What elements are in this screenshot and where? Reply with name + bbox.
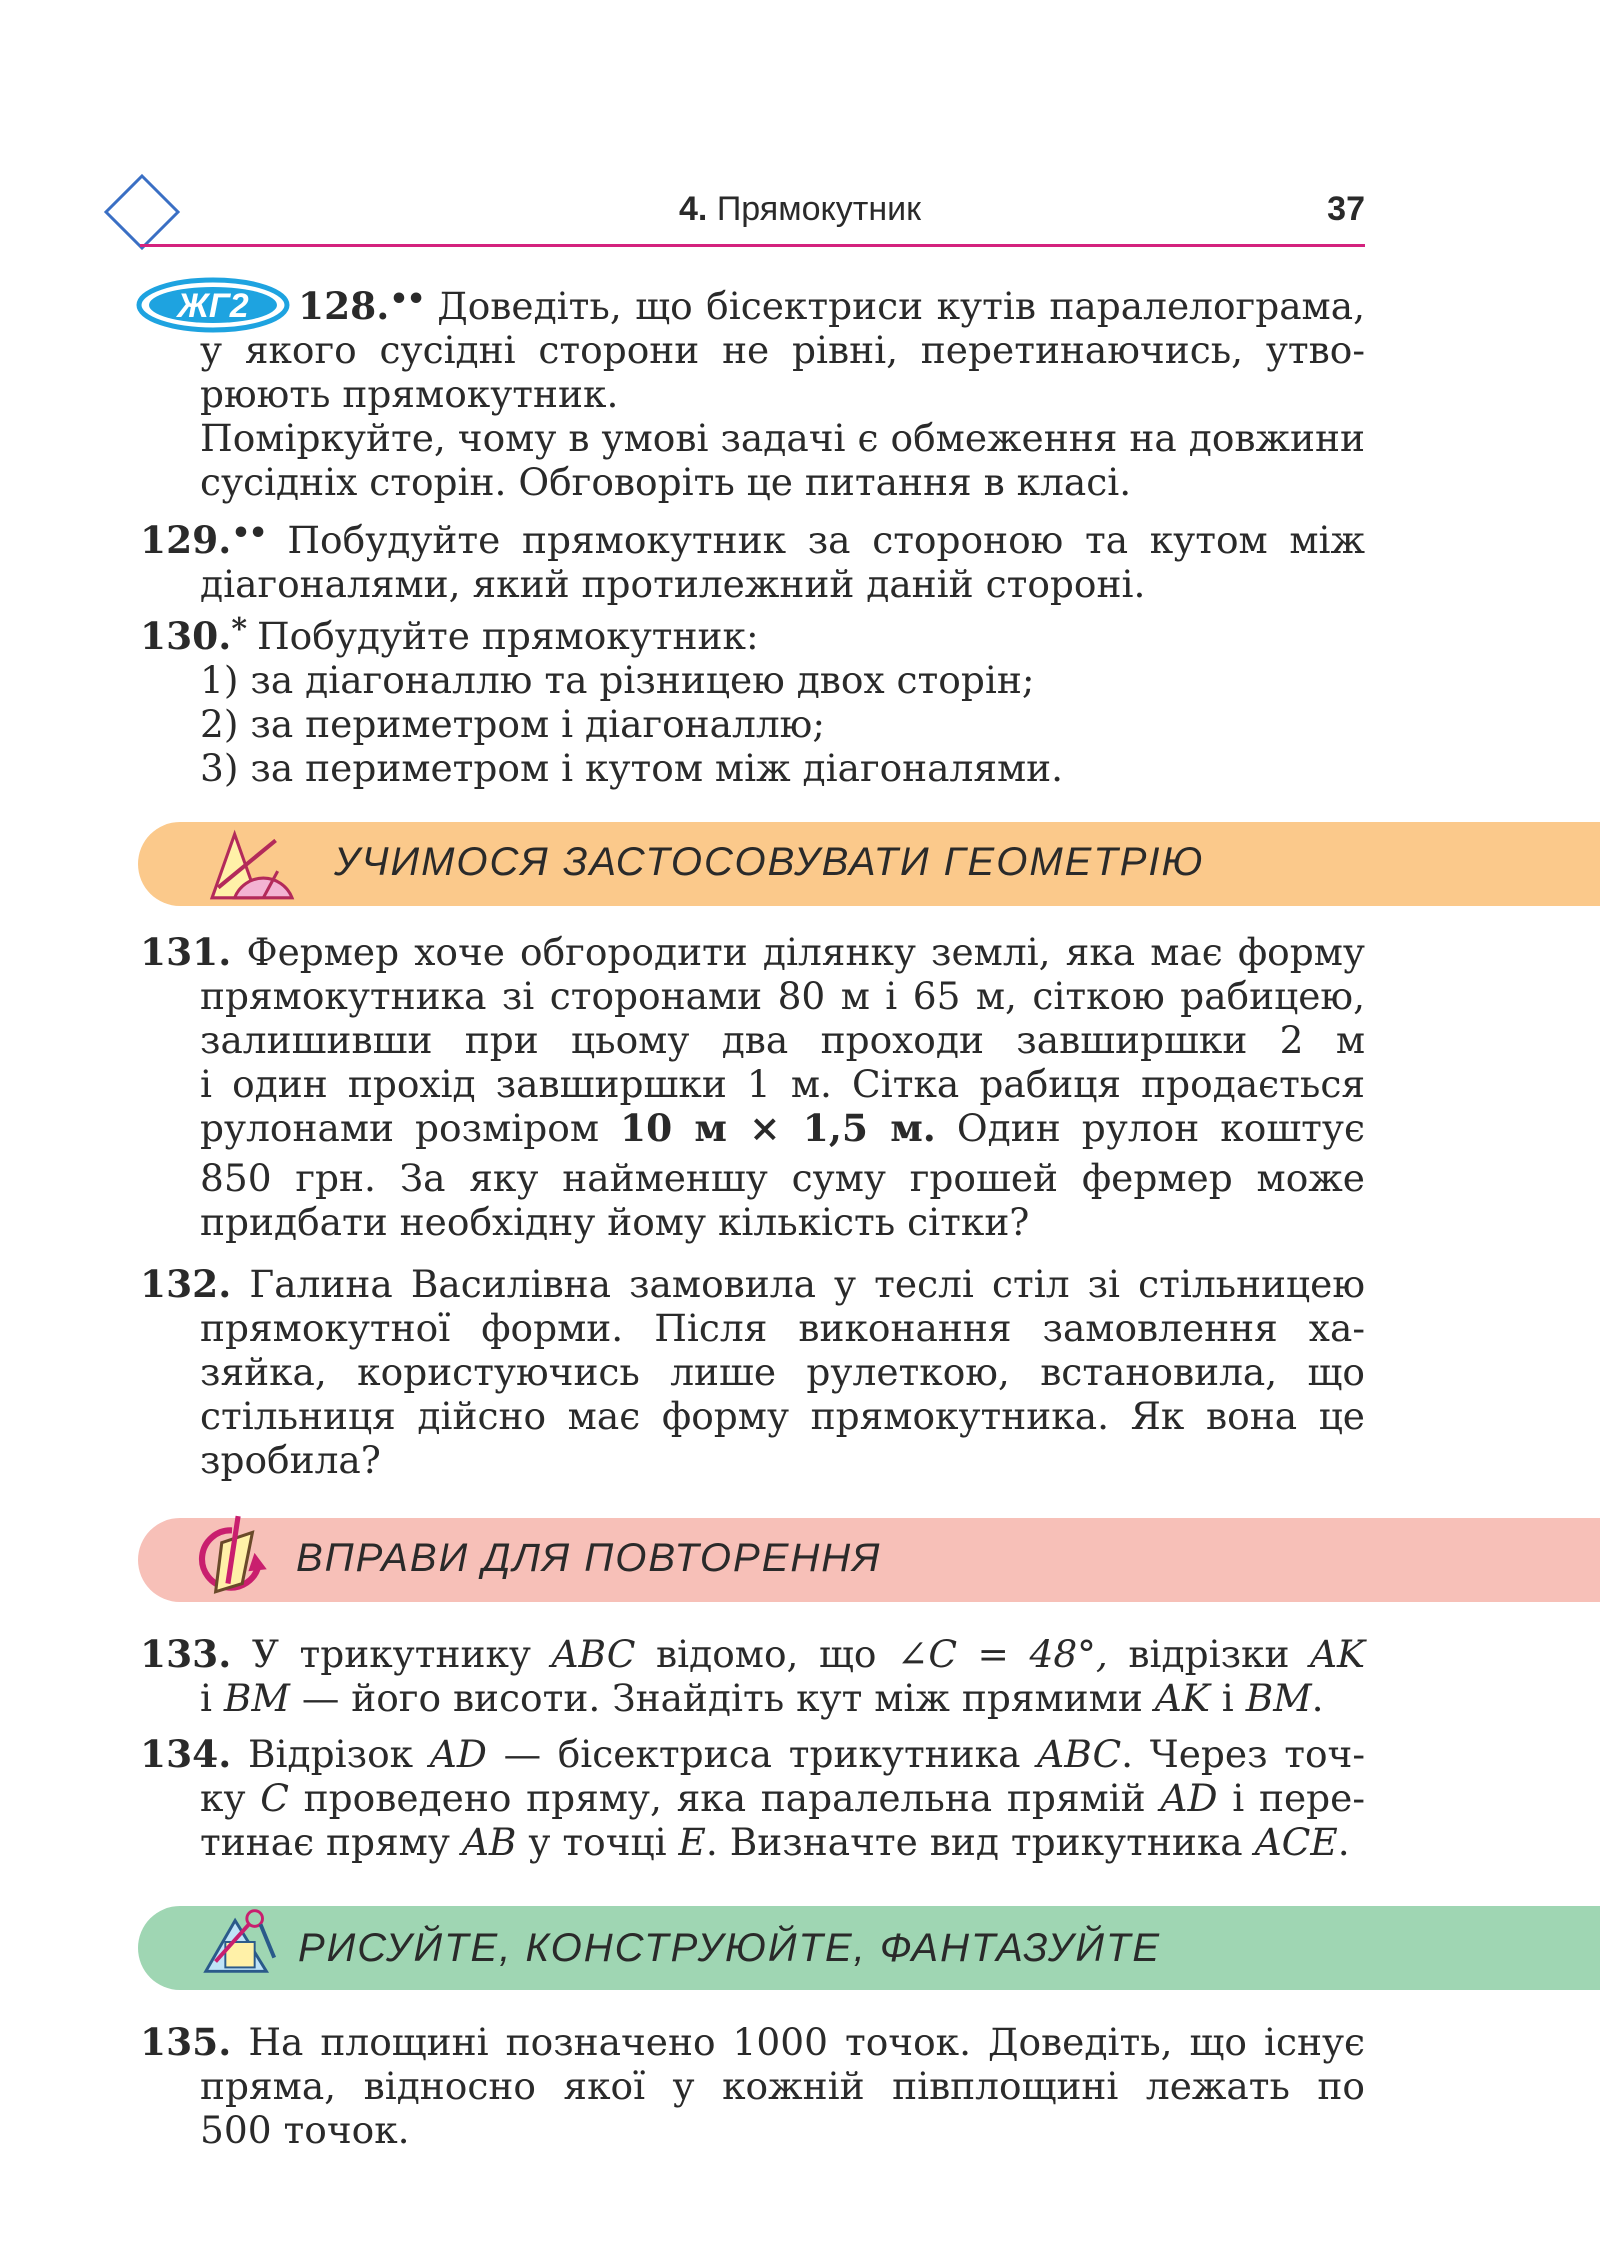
banner-title: РИСУЙТЕ, КОНСТРУЮЙТЕ, ФАНТАЗУЙТЕ [298, 1926, 1162, 1970]
repeat-pencil-icon [190, 1512, 274, 1604]
problem-132: 132. Галина Василівна замовила у теслі стіл зі стільницею прямокутної форми. Після виконання замовлення ха- зяйка, користуючись лише рулеткою, встановила, що стільниця дійсно має форму прямокутника. Як вона це зробила? [140, 1262, 1366, 1482]
section-name: Прямокутник [716, 190, 921, 228]
problem-130: 130.* Побудуйте прямокутник: 1) за діагоналлю та різницею двох сторін; 2) за периметром і діагоналлю; 3) за периметром і кутом між діагоналями. [140, 612, 1064, 790]
problem-131: 131. Фермер хоче обгородити ділянку землі, яка має форму прямокутника зі сторонами 80 м і 65 м, сіткою рабицею, залишивши при цьому два проходи завширшки 2 м і один прохід завширшки 1 м. Сітка рабиця продається рулонами розміром 10 м × 1,5 м. Один рулон коштує 850 грн. За яку найменшу суму грошей фермер може придбати необхідну йому кількість сітки? [140, 930, 1365, 1244]
header-rule [140, 244, 1365, 247]
problem-133: 133. У трикутнику ABC відомо, що ∠C = 48°, відрізки AK і BM — його висоти. Знайдіть кут між прямими AK і BM. [140, 1632, 1366, 1720]
banner-title: ВПРАВИ ДЛЯ ПОВТОРЕННЯ [296, 1536, 882, 1580]
protractor-triangle-icon [202, 824, 298, 906]
page-number: 37 [1327, 190, 1365, 228]
drawing-tools-icon [196, 1902, 284, 1982]
badge-label: ЖГ2 [177, 287, 249, 325]
problem-number: 128. [298, 284, 390, 328]
problem-134: 134. Відрізок AD — бісектриса трикутника ABC. Через точ- ку C проведено пряму, яка паралельна прямій AD і пере- тинає пряму AB у точці E. Визначте вид трикутника ACE. [140, 1732, 1366, 1864]
problem-135: 135. На площині позначено 1000 точок. Доведіть, що існує пряма, відносно якої у кожній півплощині лежать по 500 точок. [140, 2020, 1366, 2152]
banner-title: УЧИМОСЯ ЗАСТОСОВУВАТИ ГЕОМЕТРІЮ [334, 840, 1205, 884]
problem-128: 128.•• Доведіть, що бісектриси кутів паралелограма, у якого сусідні сторони не рівні, перетинаючись, утво- рюють прямокутник. Поміркуйте, чому в умові задачі є обмеження на довжини сусідніх сторін. Обговоріть це питання в класі. [200, 282, 1365, 504]
problem-129: 129.•• Побудуйте прямокутник за стороною та кутом між діагоналями, який протилежний даній стороні. [140, 516, 1366, 606]
section-number: 4. [679, 190, 708, 228]
